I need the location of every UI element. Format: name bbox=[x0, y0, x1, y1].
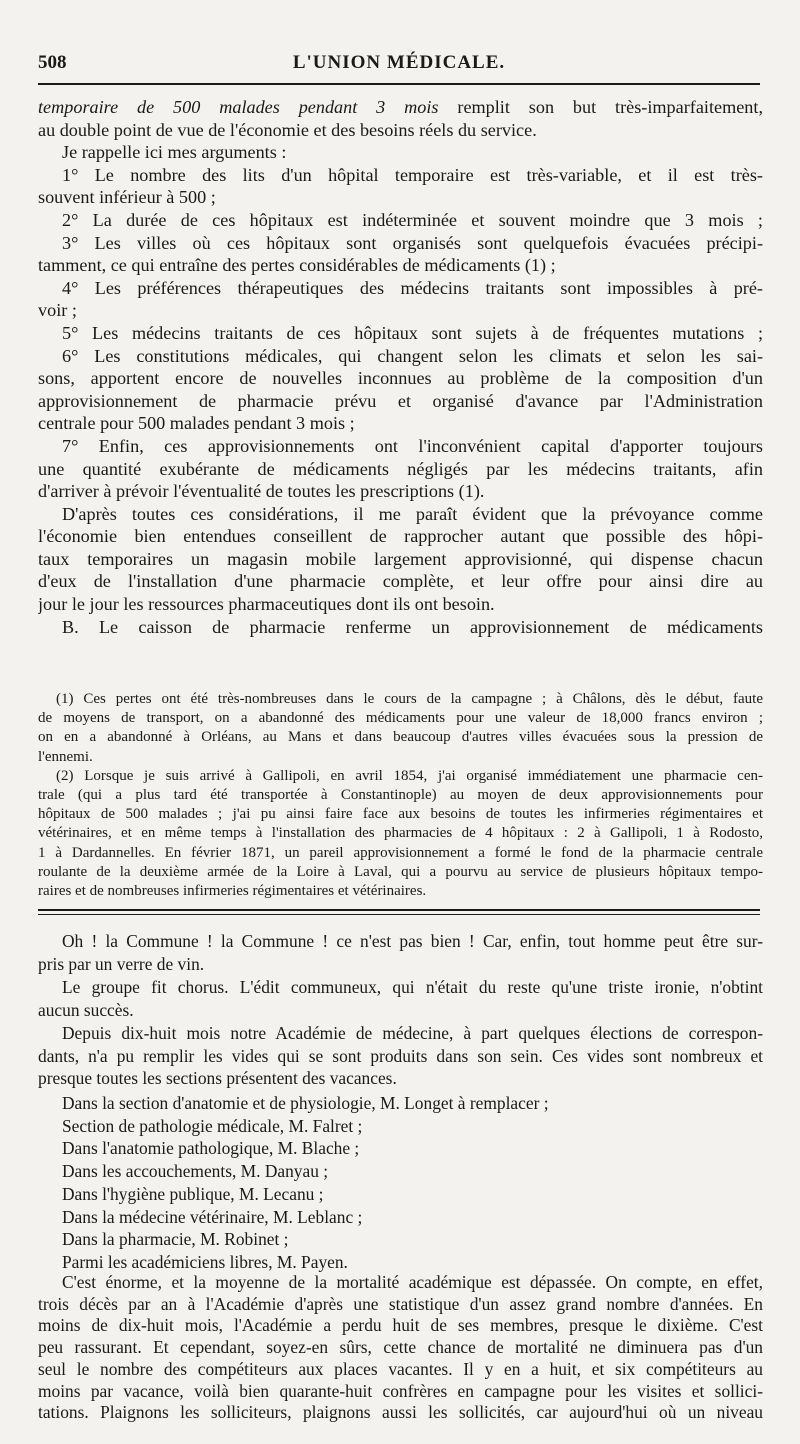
article-line: au double point de vue de l'économie et des besoins réels du service. bbox=[38, 119, 537, 140]
article-line: 6° Les constitutions médicales, qui changent selon les climats et selon les sai- bbox=[62, 345, 763, 366]
causerie-line: Le groupe fit chorus. L'édit communeux, qui n'était du reste qu'une triste ironie, n'obtint bbox=[62, 976, 763, 997]
causerie-closing bbox=[38, 1272, 763, 1424]
article-line: 7° Enfin, ces approvisionnements ont l'inconvénient capital d'apporter toujours bbox=[62, 435, 763, 456]
vacancy-item: Dans la médecine vétérinaire, M. Leblanc ; bbox=[62, 1206, 363, 1227]
footnote-line: roulante de la deuxième armée de la Loire à Laval, qui a pourvu au service de plusieurs hôpitaux tempo- bbox=[38, 863, 763, 880]
vacancies-list bbox=[38, 1092, 763, 1274]
section-rule-bottom bbox=[38, 914, 760, 915]
causerie-line: peu rassurant. Et cependant, soyez-en sûrs, cette chance de mortalité ne diminuera pas d'un bbox=[38, 1337, 763, 1358]
article-line: souvent inférieur à 500 ; bbox=[38, 187, 216, 208]
vacancy-item: Dans l'hygiène publique, M. Lecanu ; bbox=[62, 1183, 324, 1204]
vacancy-item: Dans la section d'anatomie et de physiologie, M. Longet à remplacer ; bbox=[62, 1093, 549, 1113]
causerie-line: moins par vacance, voilà bien quarante-huit confrères en campagne pour les visites et sollici- bbox=[38, 1380, 763, 1401]
footnote-line: on en a abandonné à Orléans, au Mans et dans beaucoup d'autres villes évacuées sous la pression de bbox=[38, 729, 763, 746]
causerie-line: tations. Plaignons les solliciteurs, plaignons aussi les sollicités, car aujourd'hui où un niveau bbox=[38, 1402, 763, 1423]
section-rule-top bbox=[38, 909, 760, 911]
article-line: 3° Les villes où ces hôpitaux sont organisés sont quelquefois évacuées précipi- bbox=[62, 232, 763, 253]
article-line: une quantité exubérante de médicaments négligés par les médecins traitants, afin bbox=[38, 458, 763, 479]
causerie-line: Depuis dix-huit mois notre Académie de médecine, à part quelques élections de correspon- bbox=[62, 1022, 763, 1043]
article-line: Je rappelle ici mes arguments : bbox=[62, 142, 287, 163]
article-line: approvisionnement de pharmacie prévu et organisé d'avance par l'Administration bbox=[38, 390, 763, 411]
running-title: L'UNION MÉDICALE. bbox=[292, 52, 506, 73]
article-line: tamment, ce qui entraîne des pertes considérables de médicaments (1) ; bbox=[38, 255, 556, 276]
article-line: taux temporaires un magasin mobile largement approvisionné, qui dispense chacun bbox=[38, 548, 763, 569]
footnote-line: raires et de nombreuses infirmeries régimentaires et vétérinaires. bbox=[38, 883, 427, 900]
footnote-line: de moyens de transport, on a abandonné des médicaments pour une valeur de 18,000 francs environ ; bbox=[38, 710, 763, 727]
article-body bbox=[38, 96, 763, 638]
article-line: D'après toutes ces considérations, il me paraît évident que la prévoyance comme bbox=[62, 503, 763, 524]
causerie-line: Oh ! la Commune ! la Commune ! ce n'est pas bien ! Car, enfin, tout homme peut être sur- bbox=[62, 931, 763, 951]
header-rule bbox=[38, 83, 760, 85]
footnotes bbox=[38, 690, 763, 901]
article-line: B. Le caisson de pharmacie renferme un approvisionnement de médicaments bbox=[62, 616, 763, 637]
causerie-line: moins de dix-huit mois, l'Académie a perdu huit de ses membres, presque le dixième. C'est bbox=[38, 1315, 763, 1336]
footnote-line: hôpitaux de 500 malades ; j'ai pu ainsi faire face aux besoins de toutes les infirmeries régimentaires et bbox=[38, 806, 763, 823]
article-line: 2° La durée de ces hôpitaux est indéterminée et souvent moindre que 3 mois ; bbox=[62, 209, 763, 230]
footnote-line: (2) Lorsque je suis arrivé à Gallipoli, en avril 1854, j'ai organisé immédiatement une pharmacie cen- bbox=[56, 767, 763, 784]
causerie-intro bbox=[38, 930, 763, 1090]
vacancy-item: Dans la pharmacie, M. Robinet ; bbox=[62, 1229, 289, 1250]
article-line: 4° Les préférences thérapeutiques des médecins traitants sont impossibles à pré- bbox=[62, 277, 763, 298]
footnote-line: (1) Ces pertes ont été très-nombreuses dans le cours de la campagne ; à Châlons, dès le début, faute bbox=[56, 691, 763, 707]
causerie-line: aucun succès. bbox=[38, 999, 134, 1020]
page-number: 508 bbox=[38, 52, 67, 73]
vacancy-item: Dans les accouchements, M. Danyau ; bbox=[62, 1161, 329, 1182]
article-line: d'arriver à prévoir l'éventualité de toutes les prescriptions (1). bbox=[38, 481, 485, 502]
causerie-line: trois décès par an à l'Académie d'après une statistique d'un assez grand nombre d'années. En bbox=[38, 1293, 763, 1314]
article-line: l'économie bien entendues conseillent de rapprocher autant que possible des hôpi- bbox=[38, 526, 763, 547]
vacancy-item: Parmi les académiciens libres, M. Payen. bbox=[62, 1251, 348, 1272]
footnote-line: trale (qui a plus tard été transportée à Constantinople) au moyen de deux approvisionnements pour bbox=[38, 787, 763, 804]
article-line: sons, apportent encore de nouvelles inconnues au problème de la composition d'un bbox=[38, 368, 763, 389]
footnote-line: l'ennemi. bbox=[38, 748, 93, 765]
causerie-line: presque toutes les sections présentent des vacances. bbox=[38, 1068, 397, 1089]
causerie-line: pris par un verre de vin. bbox=[38, 953, 205, 974]
article-line: 1° Le nombre des lits d'un hôpital temporaire est très-variable, et il est très- bbox=[62, 164, 763, 185]
footnote-line: vétérinaires, et en même temps à l'installation des pharmacies de 4 hôpitaux : 2 à Gallipoli, 1 à Rodosto, bbox=[38, 825, 763, 842]
article-line: voir ; bbox=[38, 300, 77, 321]
causerie-line: seul le nombre des compétiteurs aux places vacantes. Il y en a huit, et six compétiteurs au bbox=[38, 1358, 763, 1379]
running-header bbox=[38, 52, 760, 82]
article-line: jour le jour les ressources pharmaceutiques dont ils ont besoin. bbox=[38, 594, 495, 615]
causerie-line: C'est énorme, et la moyenne de la mortalité académique est dépassée. On compte, en effet, bbox=[62, 1272, 763, 1292]
article-line: temporaire de 500 malades pendant 3 mois remplit son but très-imparfaitement, bbox=[38, 97, 763, 117]
vacancy-item: Dans l'anatomie pathologique, M. Blache ; bbox=[62, 1138, 360, 1159]
article-line: centrale pour 500 malades pendant 3 mois ; bbox=[38, 413, 355, 434]
article-line: d'eux de l'installation d'une pharmacie complète, et leur offre pour ainsi dire au bbox=[38, 571, 763, 592]
article-line: 5° Les médecins traitants de ces hôpitaux sont sujets à de fréquentes mutations ; bbox=[62, 322, 763, 343]
causerie-line: dants, n'a pu remplir les vides qui se sont produits dans son sein. Ces vides sont nombreux et bbox=[38, 1045, 763, 1066]
vacancy-item: Section de pathologie médicale, M. Falret ; bbox=[62, 1115, 363, 1136]
footnote-line: 1 à Dardannelles. En février 1871, un pareil approvisionnement a formé le fond de la pharmacie centrale bbox=[38, 844, 763, 861]
